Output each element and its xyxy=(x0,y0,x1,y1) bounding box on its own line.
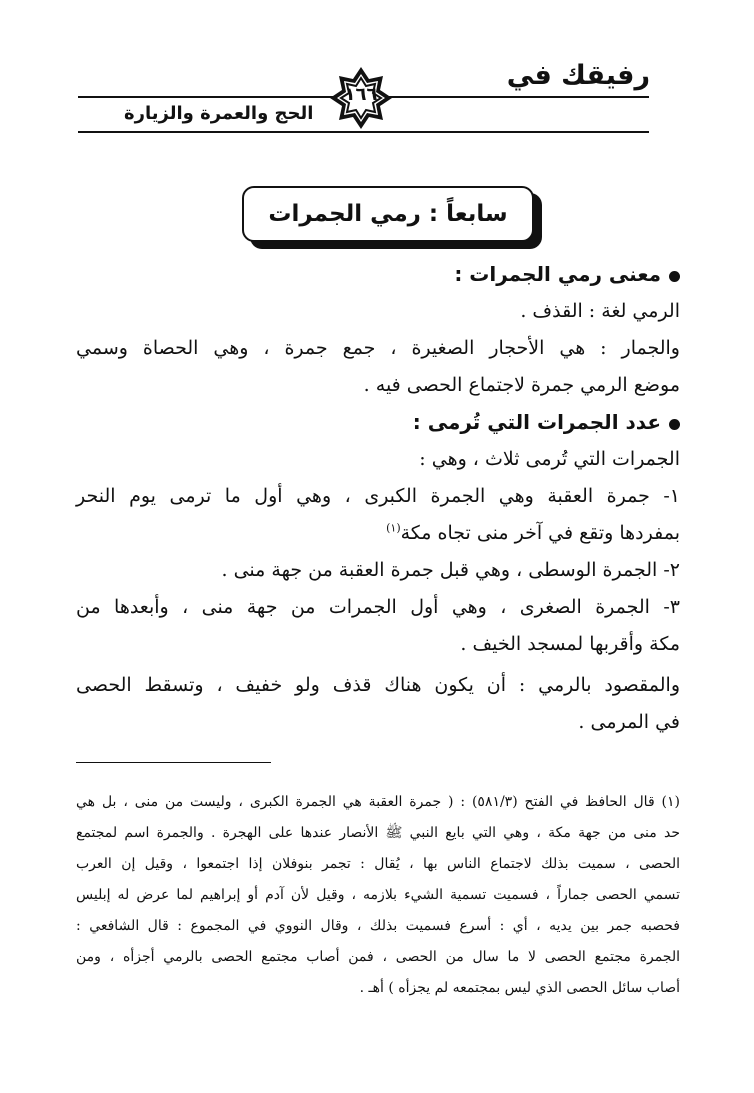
bullet-icon xyxy=(669,419,680,430)
footnote-separator xyxy=(76,762,271,763)
footnote-marker: (١) xyxy=(386,521,401,535)
list-item-continuation: بمفردها وتقع في آخر منى تجاه مكة$^{(١)}$ xyxy=(386,521,680,544)
footnote-line: (١) قال الحافظ في الفتح (٥٨١/٣) : ( جمرة العقبة هي الجمرة الكبرى ، وليست من منى ، بل هي xyxy=(76,794,680,810)
body-line: والجمار : هي الأحجار الصغيرة ، جمع جمرة ، وهي الحصاة وسمي xyxy=(76,337,680,359)
footnote-line: فحصبه جمر بين يديه ، أي : أسرع فسميت بذلك ، وقال النووي في المجموع : قال الشافعي : xyxy=(76,918,680,934)
body-line: الجمرات التي تُرمى ثلاث ، وهي : xyxy=(419,448,680,470)
body-line: الرمي لغة : القذف . xyxy=(520,300,680,322)
page-number: ١٦٦ xyxy=(344,84,378,105)
footnote-line: أصاب سائل الحصى الذي ليس بمجتمعه لم يجزأه ) أهـ . xyxy=(359,980,680,996)
list-item: ١- جمرة العقبة وهي الجمرة الكبرى ، وهي أول ما ترمى يوم النحر xyxy=(76,485,680,507)
list-item: ٢- الجمرة الوسطى ، وهي قبل جمرة العقبة من جهة منى . xyxy=(221,559,680,581)
list-item-continuation: مكة وأقربها لمسجد الخيف . xyxy=(460,633,680,655)
list-item: ٣- الجمرة الصغرى ، وهي أول الجمرات من جهة منى ، وأبعدها من xyxy=(76,596,680,618)
bullet-icon xyxy=(669,271,680,282)
footnote-line: حد منى من جهة مكة ، وهي التي بايع النبي ﷺ الأنصار عندها على الهجرة . والجمرة اسم لمجتمع xyxy=(76,825,680,841)
page-number-badge xyxy=(327,64,395,132)
heading-count: عدد الجمرات التي تُرمى : xyxy=(413,405,680,440)
running-header-subtitle: الحج والعمرة والزيارة xyxy=(124,103,314,124)
footnote-line: الحصى ، سميت بذلك لاجتماع الناس بها ، يُقال : تجمر بنوفلان إذا اجتمعوا ، وقيل إن العرب xyxy=(76,856,680,872)
footnote-line: تسمي الحصى جماراً ، فسميت تسمية الشيء بلازمه ، وقيل لأن آدم أو إبراهيم لما عرض له إبليس xyxy=(76,887,680,903)
body-line: موضع الرمي جمرة لاجتماع الحصى فيه . xyxy=(363,374,680,396)
heading-meaning: معنى رمي الجمرات : xyxy=(454,257,680,292)
footnote-line: الجمرة مجتمع الحصى لا ما سال من الحصى ، فمن أصاب مجتمع الحصى بالرمي أجزأه ، ومن xyxy=(76,949,680,965)
body-line: في المرمى . xyxy=(578,711,680,733)
running-header-title: رفيقك في xyxy=(506,60,650,91)
section-title: سابعاً : رمي الجمرات xyxy=(242,186,534,242)
body-line: والمقصود بالرمي : أن يكون هناك قذف ولو خفيف ، وتسقط الحصى xyxy=(76,674,680,696)
